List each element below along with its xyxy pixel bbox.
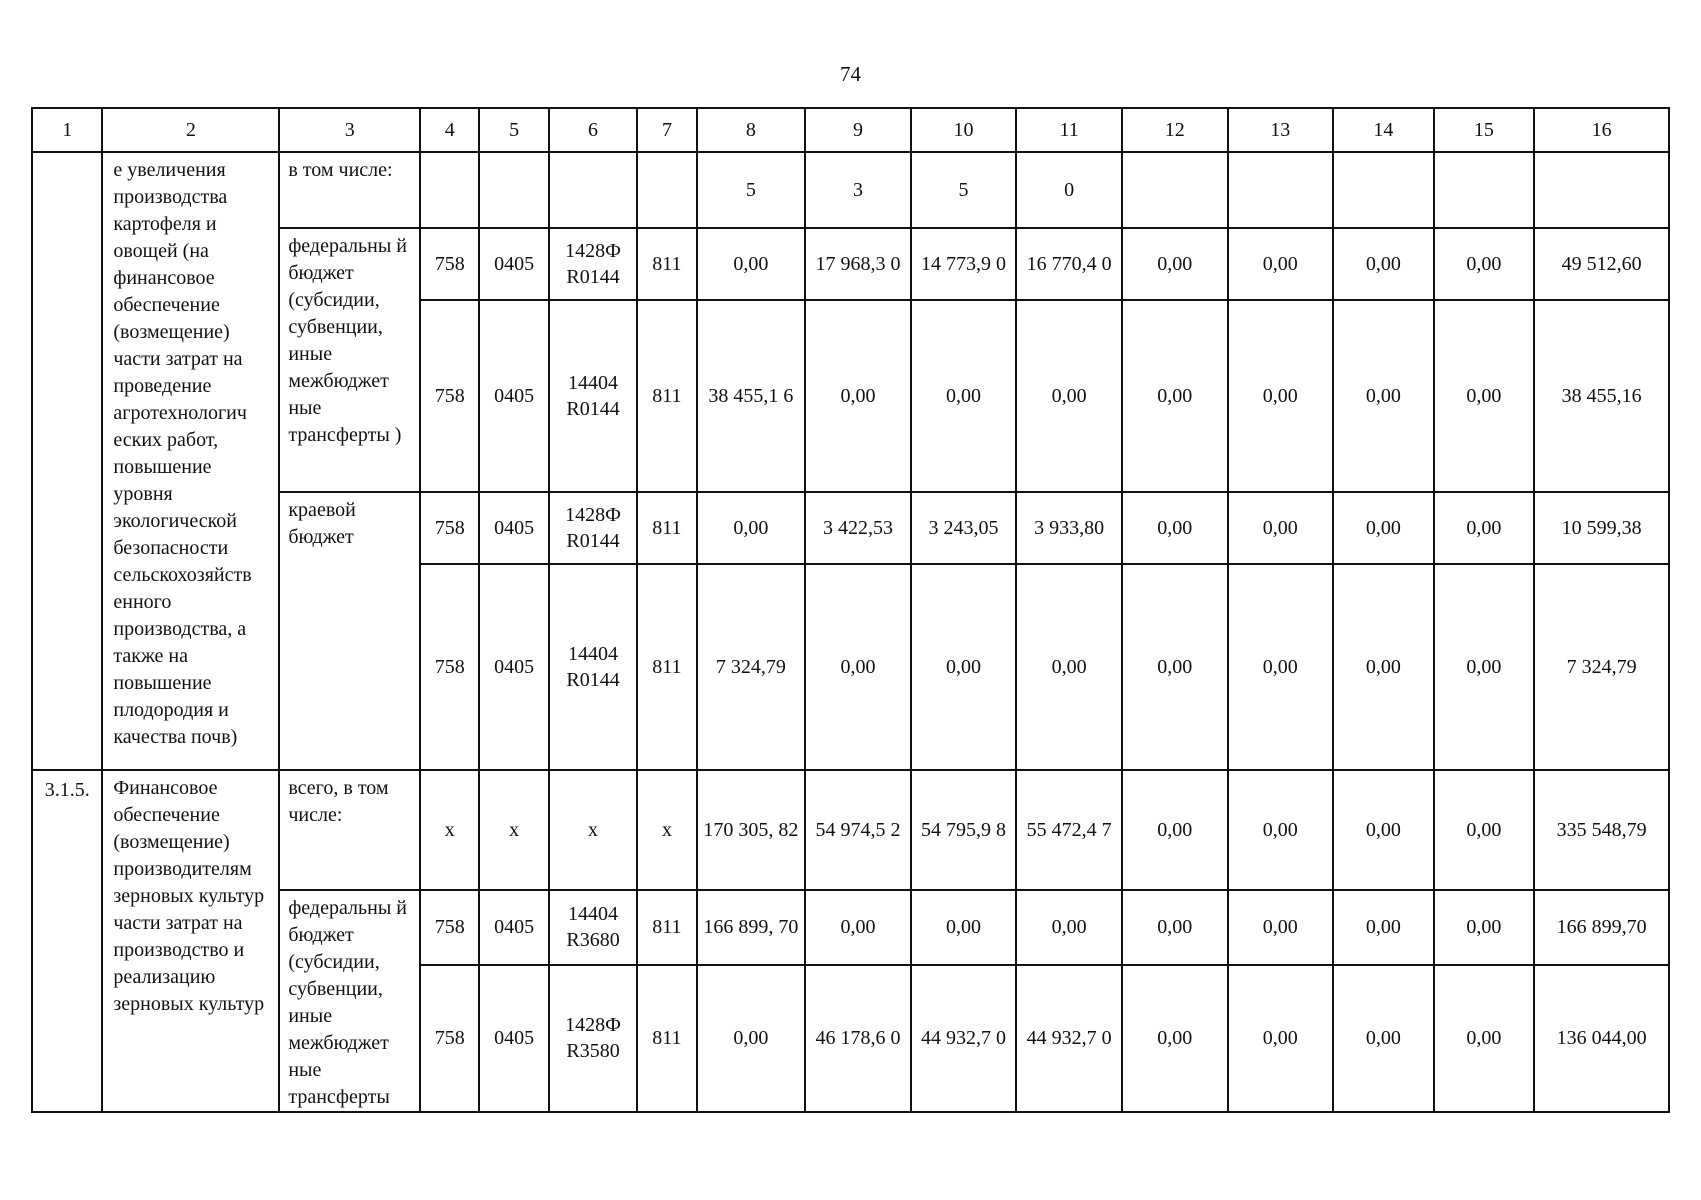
value-cell: 0,00 [1122,965,1228,1112]
column-header: 2 [102,108,279,152]
column-header: 11 [1016,108,1122,152]
value-cell: 0,00 [1122,564,1228,770]
value-cell: 0,00 [1228,228,1334,300]
column-header: 16 [1534,108,1669,152]
funding-source: в том числе: [279,152,420,228]
column-header: 8 [697,108,806,152]
value-cell: 0,00 [1434,890,1535,965]
value-cell [549,152,637,228]
column-header: 12 [1122,108,1228,152]
value-cell: 0405 [479,564,548,770]
value-cell: 1428Ф R0144 [549,228,637,300]
value-cell: 49 512,60 [1534,228,1669,300]
value-cell: 136 044,00 [1534,965,1669,1112]
value-cell: 0,00 [1434,965,1535,1112]
value-cell: 1428Ф R0144 [549,492,637,564]
value-cell: 5 [697,152,806,228]
value-cell: 0,00 [911,890,1017,965]
value-cell: 0 [1016,152,1122,228]
value-cell: 0,00 [1228,770,1334,890]
page-number: 74 [840,62,861,86]
value-cell: 811 [637,965,696,1112]
value-cell: 0,00 [805,890,911,965]
value-cell: 5 [911,152,1017,228]
value-cell: 44 932,7 0 [911,965,1017,1112]
item-number: 3.1.5. [32,770,102,1112]
value-cell: 54 795,9 8 [911,770,1017,890]
value-cell: 811 [637,300,696,492]
value-cell: 811 [637,890,696,965]
value-cell: 55 472,4 7 [1016,770,1122,890]
value-cell: 335 548,79 [1534,770,1669,890]
value-cell: 16 770,4 0 [1016,228,1122,300]
value-cell: 14 773,9 0 [911,228,1017,300]
value-cell: 0,00 [1333,492,1434,564]
value-cell: 7 324,79 [697,564,806,770]
value-cell: 0,00 [1122,300,1228,492]
value-cell: 3 [805,152,911,228]
column-header: 4 [420,108,479,152]
value-cell: 166 899,70 [1534,890,1669,965]
value-cell: 0,00 [1016,300,1122,492]
value-cell: 0,00 [1333,965,1434,1112]
value-cell [1333,152,1434,228]
value-cell: 758 [420,564,479,770]
value-cell: 0,00 [1122,492,1228,564]
value-cell: x [479,770,548,890]
funding-source: федеральны й бюджет (субсидии, субвенции, иные межбюджет ные трансферты [279,890,420,1112]
header-row [32,108,1669,152]
column-header: 13 [1228,108,1334,152]
value-cell: 0,00 [1434,492,1535,564]
value-cell: 758 [420,300,479,492]
value-cell: 0,00 [1434,228,1535,300]
value-cell: 0,00 [805,564,911,770]
column-header: 3 [279,108,420,152]
column-header: 9 [805,108,911,152]
value-cell: 0,00 [1016,890,1122,965]
value-cell: 170 305, 82 [697,770,806,890]
column-header: 5 [479,108,548,152]
value-cell: 0,00 [1228,564,1334,770]
value-cell: 44 932,7 0 [1016,965,1122,1112]
value-cell: 3 933,80 [1016,492,1122,564]
column-header: 15 [1434,108,1535,152]
value-cell: 0,00 [911,564,1017,770]
value-cell: 46 178,6 0 [805,965,911,1112]
value-cell: 14404 R0144 [549,564,637,770]
value-cell: 811 [637,492,696,564]
value-cell: 811 [637,228,696,300]
value-cell: 14404 R0144 [549,300,637,492]
value-cell [637,152,696,228]
value-cell: 0,00 [1122,890,1228,965]
value-cell: 0,00 [1228,965,1334,1112]
value-cell: 7 324,79 [1534,564,1669,770]
value-cell: 0405 [479,965,548,1112]
value-cell: 0,00 [1434,770,1535,890]
value-cell: 17 968,3 0 [805,228,911,300]
value-cell: 0,00 [1333,228,1434,300]
value-cell: x [420,770,479,890]
table-row [32,152,1669,228]
value-cell [1228,152,1334,228]
value-cell: 0,00 [1122,770,1228,890]
value-cell: 0,00 [911,300,1017,492]
value-cell: 0,00 [1333,890,1434,965]
value-cell [420,152,479,228]
column-header: 6 [549,108,637,152]
item-number [32,152,102,770]
value-cell: 3 422,53 [805,492,911,564]
value-cell: 758 [420,492,479,564]
value-cell: 54 974,5 2 [805,770,911,890]
column-header: 14 [1333,108,1434,152]
value-cell: 166 899, 70 [697,890,806,965]
value-cell: 10 599,38 [1534,492,1669,564]
value-cell [1434,152,1535,228]
value-cell: 0,00 [1016,564,1122,770]
value-cell: 758 [420,890,479,965]
value-cell: 758 [420,965,479,1112]
value-cell: x [637,770,696,890]
value-cell: 0,00 [1333,564,1434,770]
column-header: 10 [911,108,1017,152]
value-cell [1122,152,1228,228]
value-cell: 1428Ф R3580 [549,965,637,1112]
value-cell: 0,00 [1228,492,1334,564]
value-cell: 0,00 [697,965,806,1112]
value-cell: 0,00 [697,228,806,300]
value-cell: 0,00 [1434,300,1535,492]
value-cell [1534,152,1669,228]
value-cell: 0,00 [1434,564,1535,770]
value-cell: 0,00 [805,300,911,492]
value-cell: 0405 [479,228,548,300]
value-cell: 0405 [479,300,548,492]
funding-source: федеральны й бюджет (субсидии, субвенции, иные межбюджет ные трансферты ) [279,228,420,492]
value-cell: 0,00 [1228,300,1334,492]
value-cell: 0405 [479,492,548,564]
value-cell: 811 [637,564,696,770]
column-header: 1 [32,108,102,152]
table-row [32,770,1669,890]
value-cell [479,152,548,228]
funding-source: краевой бюджет [279,492,420,770]
value-cell: 14404 R3680 [549,890,637,965]
funding-source: всего, в том числе: [279,770,420,890]
value-cell: 38 455,1 6 [697,300,806,492]
value-cell: 0,00 [1228,890,1334,965]
value-cell: 0405 [479,890,548,965]
column-header: 7 [637,108,696,152]
value-cell: 0,00 [1333,300,1434,492]
value-cell: 38 455,16 [1534,300,1669,492]
value-cell: 3 243,05 [911,492,1017,564]
item-name: е увеличения производства картофеля и овощей (на финансовое обеспечение (возмещение) части затрат на проведение агротехнологич еских работ, повышение уровня экологической безопасности сельскохозяйств енного производства, а также на повышение плодородия и качества почв) [102,152,279,770]
value-cell: 0,00 [1122,228,1228,300]
value-cell: 0,00 [697,492,806,564]
value-cell: 0,00 [1333,770,1434,890]
value-cell: 758 [420,228,479,300]
value-cell: x [549,770,637,890]
budget-table [31,107,1670,1113]
item-name: Финансовое обеспечение (возмещение) производителям зерновых культур части затрат на производство и реализацию зерновых культур [102,770,279,1112]
